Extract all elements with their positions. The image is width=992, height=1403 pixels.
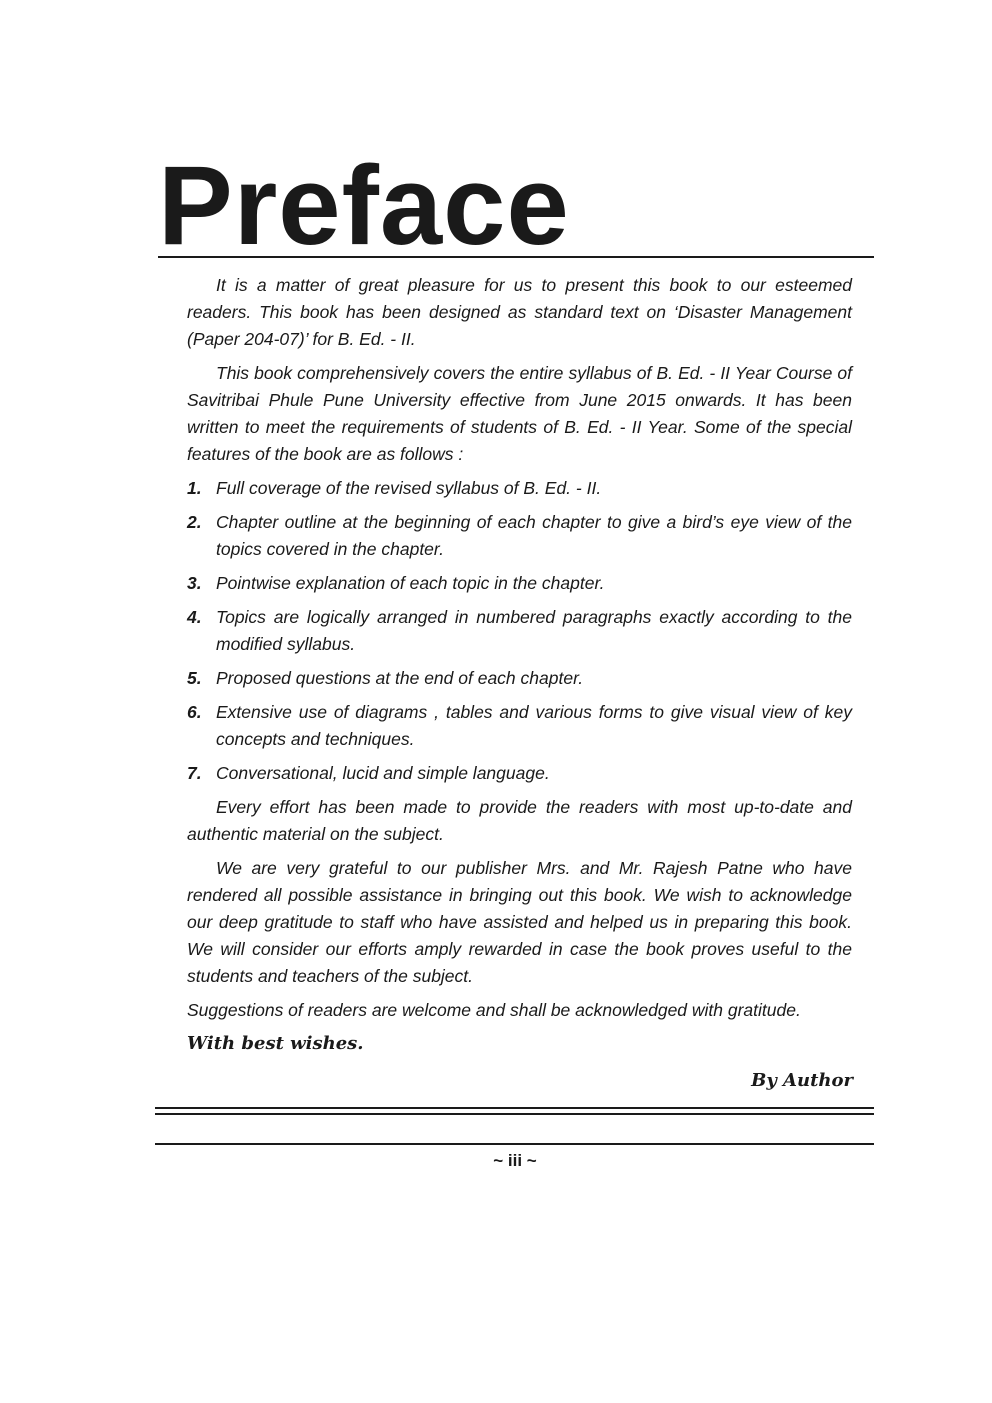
list-item-text: Chapter outline at the beginning of each chapter to give a bird’s eye view of the topics covered in the chapter. (216, 512, 852, 559)
list-item-text: Pointwise explanation of each topic in the chapter. (216, 573, 605, 593)
list-item (187, 665, 852, 692)
title-underline (158, 256, 874, 258)
footer-rule (155, 1143, 874, 1145)
features-list (187, 475, 852, 787)
list-item-number: 7. (187, 763, 202, 783)
closing-paragraph-1: Every effort has been made to provide the readers with most up-to-date and authentic material on the subject. (187, 797, 852, 844)
double-rule-bottom (155, 1113, 874, 1115)
author-signature: By Author (751, 1070, 853, 1091)
page-title: Preface (158, 143, 570, 268)
list-item-text: Full coverage of the revised syllabus of B. Ed. - II. (216, 478, 602, 498)
double-rule-top (155, 1107, 874, 1109)
list-item (187, 604, 852, 658)
list-item-text: Extensive use of diagrams , tables and various forms to give visual view of key concepts and techniques. (216, 702, 852, 749)
closing-paragraph-2: We are very grateful to our publisher Mrs. and Mr. Rajesh Patne who have rendered all possible assistance in bringing out this book. We wish to acknowledge our deep gratitude to staff who have assisted and helped us in preparing this book. We will consider our efforts amply rewarded in case the book proves useful to the students and teachers of the subject. (187, 858, 852, 986)
list-item-number: 2. (187, 512, 202, 532)
list-item (187, 570, 852, 597)
list-item-text: Conversational, lucid and simple language. (216, 763, 550, 783)
list-item (187, 509, 852, 563)
intro-paragraph-1: It is a matter of great pleasure for us to present this book to our esteemed readers. This book has been designed as standard text on ‘Disaster Management (Paper 204-07)’ for B. Ed. - II. (187, 275, 852, 349)
list-item (187, 699, 852, 753)
list-item-number: 4. (187, 607, 202, 627)
list-item (187, 475, 852, 502)
list-item-number: 3. (187, 573, 202, 593)
list-item-number: 1. (187, 478, 202, 498)
list-item-number: 5. (187, 668, 202, 688)
preface-body (187, 272, 852, 1031)
list-item-text: Proposed questions at the end of each chapter. (216, 668, 584, 688)
closing-wishes: With best wishes. (187, 1033, 364, 1054)
list-item-number: 6. (187, 702, 202, 722)
suggestions-line: Suggestions of readers are welcome and shall be acknowledged with gratitude. (187, 1000, 801, 1020)
list-item-text: Topics are logically arranged in numbered paragraphs exactly according to the modified syllabus. (216, 607, 852, 654)
intro-paragraph-2: This book comprehensively covers the entire syllabus of B. Ed. - II Year Course of Savitribai Phule Pune University effective from June 2015 onwards. It has been written to meet the requirements of students of B. Ed. - II Year. Some of the special features of the book are as follows : (187, 363, 852, 464)
list-item (187, 760, 852, 787)
page-number: ~ iii ~ (493, 1151, 537, 1170)
